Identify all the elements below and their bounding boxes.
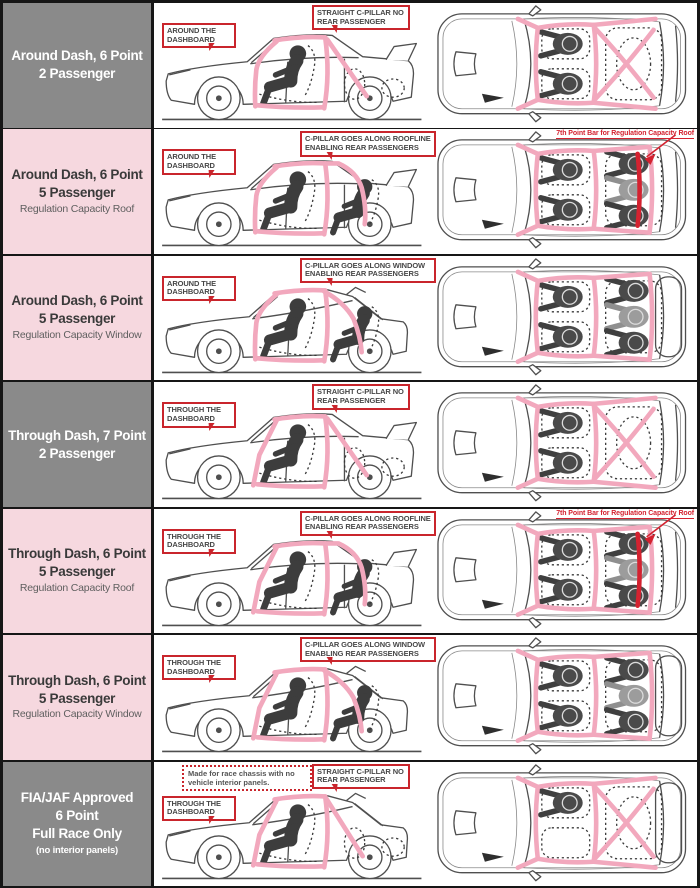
dashboard-callout: THROUGH THE DASHBOARD xyxy=(162,529,236,554)
side-view-diagram xyxy=(154,129,431,254)
side-view-diagram xyxy=(154,635,426,760)
car-top-svg xyxy=(426,382,698,507)
row-title-line: 5 Passenger xyxy=(38,690,116,706)
row-title-line: Full Race Only xyxy=(32,825,122,841)
top-view-diagram xyxy=(426,129,698,254)
top-view-diagram xyxy=(426,635,698,760)
table-row xyxy=(3,129,697,252)
dashboard-callout: THROUGH THE DASHBOARD xyxy=(162,402,236,427)
row-title-line: 5 Passenger xyxy=(38,184,116,200)
diagram-cell xyxy=(154,3,697,128)
diagram-cell xyxy=(154,509,697,634)
side-view-diagram xyxy=(154,256,426,381)
dashboard-callout: THROUGH THE DASHBOARD xyxy=(162,796,236,821)
row-label xyxy=(3,509,151,634)
dashboard-callout: AROUND THE DASHBOARD xyxy=(162,276,236,301)
side-view-diagram xyxy=(154,3,426,128)
row-label xyxy=(3,762,151,887)
diagram-cell xyxy=(154,129,697,254)
c-pillar-callout: C-PILLAR GOES ALONG WINDOW ENABLING REAR PASSENGERS xyxy=(300,258,436,283)
side-view-diagram xyxy=(154,382,426,507)
car-top-svg xyxy=(426,129,698,254)
row-title-line: 5 Passenger xyxy=(38,311,116,327)
dashboard-callout: AROUND THE DASHBOARD xyxy=(162,23,236,48)
table-row xyxy=(3,382,697,505)
car-top-svg xyxy=(426,3,698,128)
row-title-line: Through Dash, 6 Point xyxy=(8,672,146,688)
c-pillar-callout: STRAIGHT C-PILLAR NO REAR PASSENGER xyxy=(312,764,410,789)
dashboard-callout: THROUGH THE DASHBOARD xyxy=(162,655,236,680)
row-title-line: Through Dash, 7 Point xyxy=(8,427,146,443)
row-subtitle: (no interior panels) xyxy=(35,845,119,857)
row-label xyxy=(3,3,151,128)
row-title-line: 2 Passenger xyxy=(38,66,116,82)
row-label xyxy=(3,129,151,254)
top-view-diagram xyxy=(426,256,698,381)
car-top-svg xyxy=(426,762,698,887)
c-pillar-callout: C-PILLAR GOES ALONG ROOFLINE ENABLING REAR PASSENGERS xyxy=(300,511,436,536)
side-view-diagram xyxy=(154,509,431,634)
row-title-line: 5 Passenger xyxy=(38,564,116,580)
diagram-cell xyxy=(154,256,697,381)
c-pillar-callout: C-PILLAR GOES ALONG ROOFLINE ENABLING REAR PASSENGERS xyxy=(300,131,436,156)
c-pillar-callout: STRAIGHT C-PILLAR NO REAR PASSENGER xyxy=(312,5,410,30)
table-row xyxy=(3,509,697,632)
row-title-line: 6 Point xyxy=(55,807,99,823)
row-subtitle: Regulation Capacity Roof xyxy=(19,581,135,594)
table-row xyxy=(3,635,697,758)
row-title-line: FIA/JAF Approved xyxy=(20,790,134,806)
c-pillar-callout: STRAIGHT C-PILLAR NO REAR PASSENGER xyxy=(312,384,410,409)
car-top-svg xyxy=(426,509,698,634)
table-row xyxy=(3,762,697,885)
row-label xyxy=(3,382,151,507)
dashboard-callout: AROUND THE DASHBOARD xyxy=(162,149,236,174)
top-view-diagram xyxy=(426,509,698,634)
row-title-line: Through Dash, 6 Point xyxy=(8,546,146,562)
c-pillar-callout: C-PILLAR GOES ALONG WINDOW ENABLING REAR PASSENGERS xyxy=(300,637,436,662)
row-label xyxy=(3,635,151,760)
row-subtitle: Regulation Capacity Window xyxy=(12,708,142,721)
top-view-diagram xyxy=(426,762,698,887)
row-title-line: 2 Passenger xyxy=(38,445,116,461)
row-title-line: Around Dash, 6 Point xyxy=(11,293,143,309)
table-row xyxy=(3,3,697,126)
diagram-cell xyxy=(154,762,697,887)
row-title-line: Around Dash, 6 Point xyxy=(11,167,143,183)
table-row xyxy=(3,256,697,379)
diagram-cell xyxy=(154,635,697,760)
seventh-point-bar-label: 7th Point Bar for Regulation Capacity Roof xyxy=(556,509,694,517)
seventh-point-bar-label: 7th Point Bar for Regulation Capacity Roof xyxy=(556,130,694,138)
top-view-diagram xyxy=(426,382,698,507)
race-chassis-note: Made for race chassis with no vehicle interior panels. xyxy=(182,765,312,791)
row-title-line: Around Dash, 6 Point xyxy=(11,48,143,64)
side-view-diagram xyxy=(154,762,426,887)
row-label xyxy=(3,256,151,381)
car-top-svg xyxy=(426,635,698,760)
row-subtitle: Regulation Capacity Roof xyxy=(19,202,135,215)
row-subtitle: Regulation Capacity Window xyxy=(12,329,142,342)
car-top-svg xyxy=(426,256,698,381)
diagram-cell xyxy=(154,382,697,507)
top-view-diagram xyxy=(426,3,698,128)
